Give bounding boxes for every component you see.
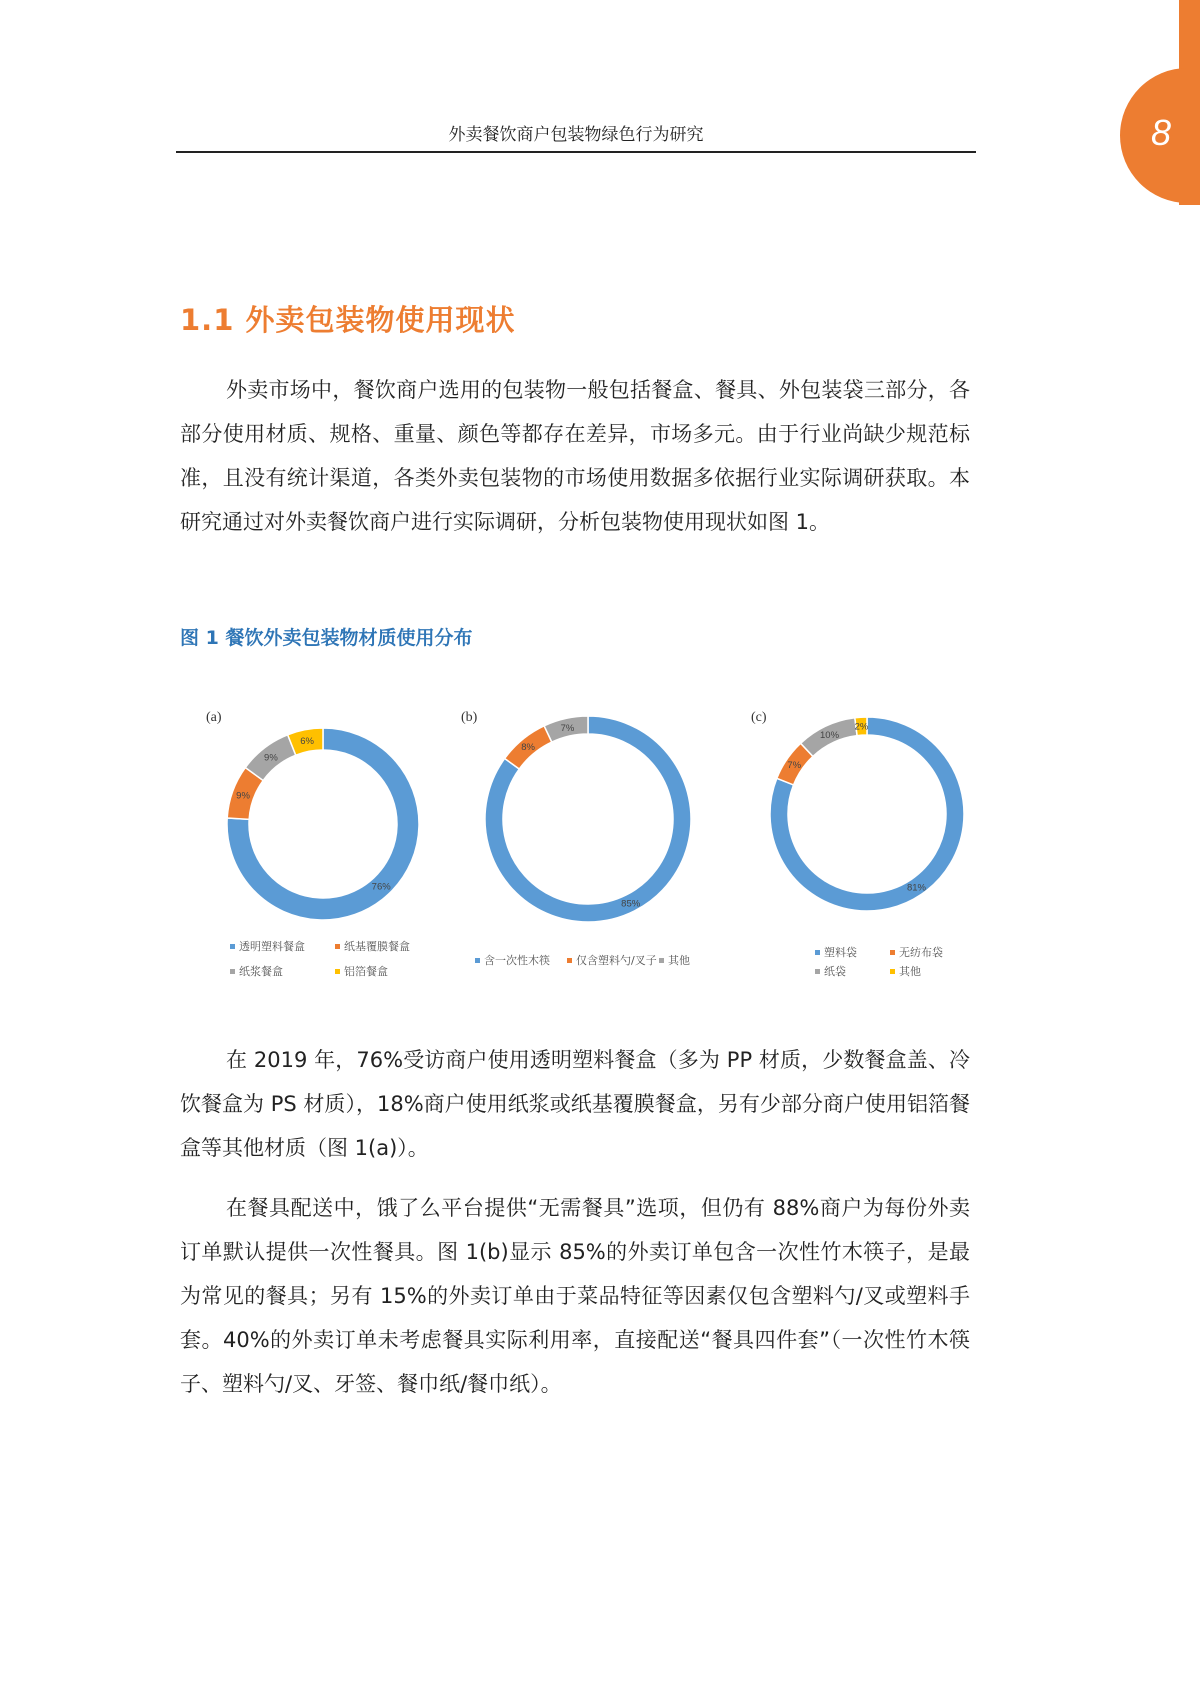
legend-c-item-1 — [890, 944, 943, 960]
legend-c-label-3: 其他 — [899, 965, 921, 978]
legend-a-swatch-2 — [230, 969, 235, 974]
legend-a-swatch-1 — [335, 944, 340, 949]
legend-b-label-0: 含一次性木筷 — [484, 954, 550, 967]
legend-c-item-2 — [815, 963, 846, 979]
legend-c-label-0: 塑料袋 — [824, 946, 857, 959]
chart-panel-b — [455, 690, 725, 994]
legend-c-swatch-1 — [890, 950, 895, 955]
chart-panel-c — [745, 690, 980, 994]
legend-c-item-3 — [890, 963, 921, 979]
header-divider — [176, 151, 976, 153]
running-header: 外卖餐饮商户包装物绿色行为研究 — [448, 125, 704, 145]
panel-label-c: (c) — [751, 710, 767, 725]
legend-b-swatch-0 — [475, 958, 480, 963]
legend-a-item-2 — [230, 963, 283, 979]
donut-chart-c — [745, 690, 980, 945]
section-title: 1.1 外卖包装物使用现状 — [180, 303, 516, 337]
paragraph-3: 在餐具配送中，饿了么平台提供“无需餐具”选项，但仍有 88%商户为每份外卖订单默认提供一次性餐具。图 1(b)显示 85%的外卖订单包含一次性竹木筷子，是最为常见的餐具；另有 15%的外卖订单由于菜品特征等因素仅包含塑料勺/叉或塑料手套。40%的外卖订单未考虑餐具实际利用率，直接配送“餐具四件套”（一次性竹木筷子、塑料勺/叉、牙签、餐巾纸/餐巾纸）。 — [180, 1196, 970, 1396]
paragraph-1: 外卖市场中，餐饮商户选用的包装物一般包括餐盒、餐具、外包装袋三部分，各部分使用材质、规格、重量、颜色等都存在差异，市场多元。由于行业尚缺少规范标准，且没有统计渠道，各类外卖包装物的市场使用数据多依据行业实际调研获取。本研究通过对外卖餐饮商户进行实际调研，分析包装物使用现状如图 1。 — [180, 378, 970, 534]
legend-c-swatch-2 — [815, 969, 820, 974]
donut-a-value-label-2: 9% — [264, 752, 278, 764]
donut-a-value-label-0: 76% — [371, 881, 391, 893]
legend-c-label-1: 无纺布袋 — [899, 946, 943, 959]
donut-c-value-label-2: 10% — [820, 729, 840, 741]
legend-a-label-2: 纸浆餐盒 — [239, 965, 283, 978]
legend-a-label-1: 纸基覆膜餐盒 — [344, 940, 410, 953]
chart-panel-a — [200, 690, 445, 994]
legend-a-swatch-3 — [335, 969, 340, 974]
legend-b-label-2: 其他 — [668, 954, 690, 967]
panel-label-a: (a) — [206, 710, 222, 725]
legend-b-swatch-2 — [659, 958, 664, 963]
legend-b-item-2 — [659, 952, 690, 968]
legend-b-swatch-1 — [567, 958, 572, 963]
page-number: 8 — [1150, 112, 1172, 153]
legend-b-item-1 — [567, 952, 657, 968]
paragraph-2: 在 2019 年，76%受访商户使用透明塑料餐盒（多为 PP 材质，少数餐盒盖、冷饮餐盒为 PS 材质），18%商户使用纸浆或纸基覆膜餐盒，另有少部分商户使用铝箔餐盒等其他材质（图 1(a)）。 — [180, 1048, 970, 1160]
donut-b-value-label-2: 7% — [560, 722, 575, 734]
legend-a-label-3: 铝箔餐盒 — [344, 965, 388, 978]
legend-a-label-0: 透明塑料餐盒 — [239, 940, 305, 953]
donut-c-value-label-0: 81% — [906, 882, 926, 894]
figure-1 — [200, 690, 980, 994]
legend-a-item-0 — [230, 938, 305, 954]
panel-label-b: (b) — [461, 710, 478, 725]
donut-a-value-label-3: 6% — [300, 736, 314, 748]
donut-chart-b — [455, 690, 725, 945]
legend-c-item-0 — [815, 944, 857, 960]
legend-a-item-3 — [335, 963, 388, 979]
donut-chart-a — [200, 690, 445, 945]
legend-c — [815, 944, 975, 989]
legend-a — [230, 938, 445, 988]
legend-c-label-2: 纸袋 — [824, 965, 846, 978]
donut-c-value-label-3: 2% — [854, 721, 869, 733]
legend-c-swatch-3 — [890, 969, 895, 974]
donut-c-value-label-1: 7% — [787, 760, 802, 772]
legend-a-swatch-0 — [230, 944, 235, 949]
legend-a-item-1 — [335, 938, 410, 954]
legend-c-swatch-0 — [815, 950, 820, 955]
figure-caption: 图 1 餐饮外卖包装物材质使用分布 — [180, 627, 473, 649]
legend-b-label-1: 仅含塑料勺/叉子 — [576, 954, 657, 967]
legend-b-item-0 — [475, 952, 550, 968]
donut-a-value-label-1: 9% — [236, 790, 250, 802]
donut-b-value-label-1: 8% — [521, 742, 535, 754]
legend-b — [475, 952, 725, 982]
donut-b-value-label-0: 85% — [621, 898, 641, 910]
